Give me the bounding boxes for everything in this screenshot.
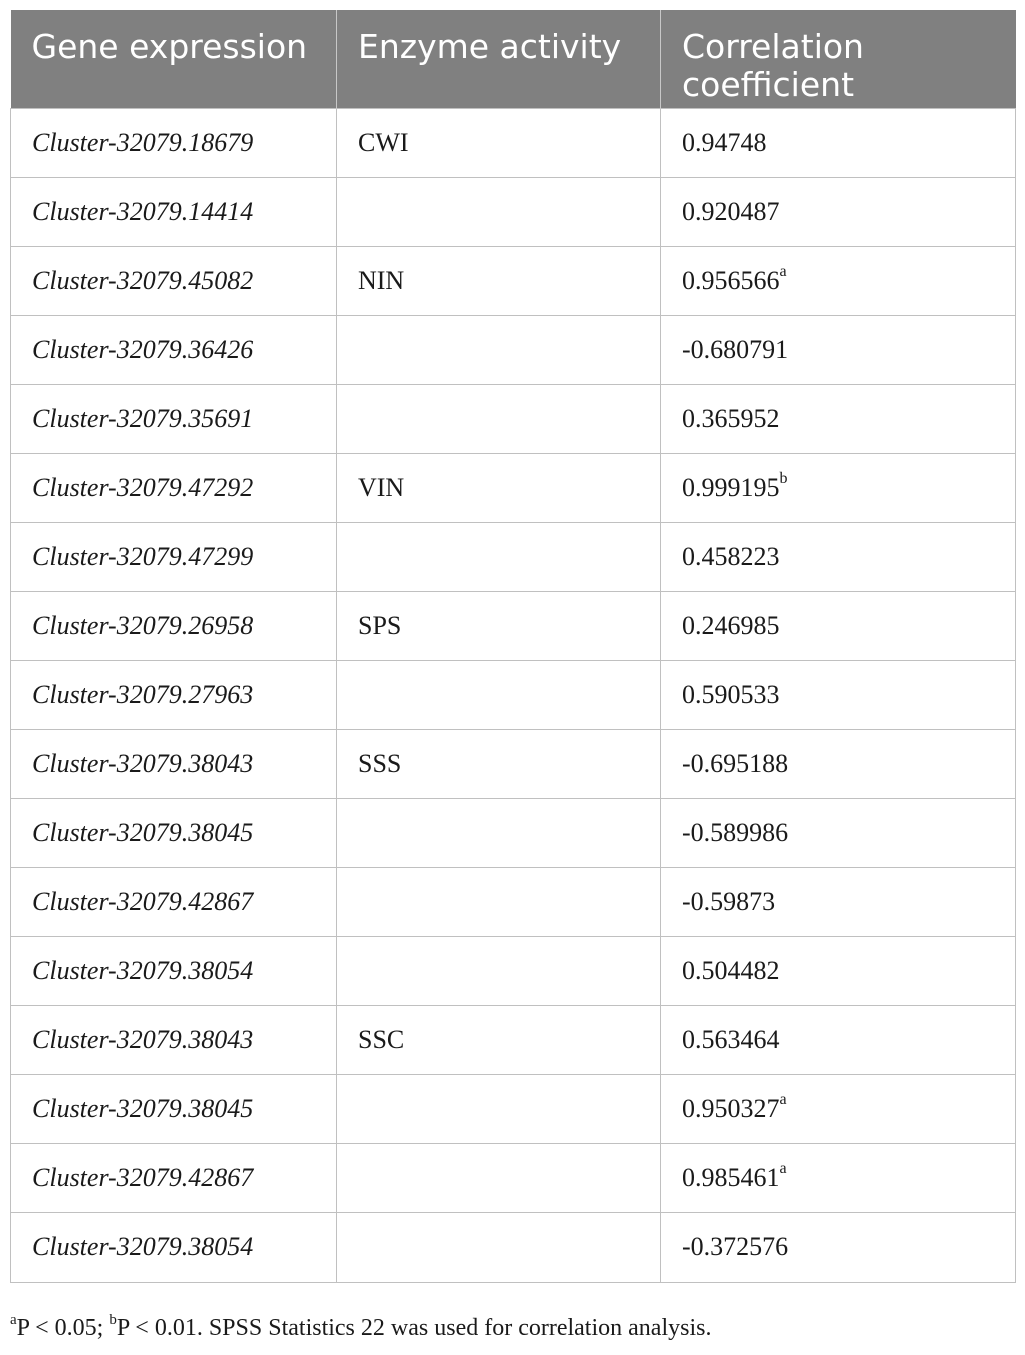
cell-enzyme: [337, 660, 661, 729]
correlation-table-container: [10, 10, 1015, 1283]
cell-correlation: [661, 384, 1016, 453]
table-row: [11, 315, 1016, 384]
cell-correlation: [661, 1143, 1016, 1212]
correlation-value: 0.563464: [682, 1024, 780, 1054]
table-row: [11, 1074, 1016, 1143]
cell-correlation: [661, 1212, 1016, 1282]
cell-gene: Cluster-32079.18679: [11, 108, 337, 177]
footnote-text-a: P < 0.05;: [16, 1315, 110, 1341]
cell-enzyme: NIN: [337, 246, 661, 315]
cell-correlation: [661, 453, 1016, 522]
cell-correlation: [661, 177, 1016, 246]
table-row: [11, 591, 1016, 660]
cell-gene: Cluster-32079.45082: [11, 246, 337, 315]
significance-marker: a: [779, 262, 787, 280]
cell-gene: Cluster-32079.42867: [11, 867, 337, 936]
cell-gene: Cluster-32079.27963: [11, 660, 337, 729]
cell-gene: Cluster-32079.38043: [11, 1005, 337, 1074]
table-row: [11, 1143, 1016, 1212]
cell-gene: Cluster-32079.42867: [11, 1143, 337, 1212]
significance-marker: b: [779, 469, 788, 487]
cell-enzyme: [337, 315, 661, 384]
correlation-value: 0.458223: [682, 541, 780, 571]
header-correlation-coefficient: Correlation coefficient: [661, 10, 1016, 108]
correlation-value: 0.246985: [682, 610, 780, 640]
cell-correlation: [661, 867, 1016, 936]
table-row: [11, 729, 1016, 798]
cell-enzyme: [337, 936, 661, 1005]
header-enzyme-activity: Enzyme activity: [337, 10, 661, 108]
cell-enzyme: [337, 1143, 661, 1212]
correlation-value: 0.590533: [682, 679, 780, 709]
cell-gene: Cluster-32079.38043: [11, 729, 337, 798]
cell-enzyme: CWI: [337, 108, 661, 177]
significance-marker: a: [779, 1090, 787, 1108]
cell-enzyme: [337, 798, 661, 867]
table-row: [11, 867, 1016, 936]
cell-gene: Cluster-32079.38054: [11, 936, 337, 1005]
cell-enzyme: SPS: [337, 591, 661, 660]
cell-enzyme: SSC: [337, 1005, 661, 1074]
cell-gene: Cluster-32079.36426: [11, 315, 337, 384]
table-row: [11, 177, 1016, 246]
cell-gene: Cluster-32079.35691: [11, 384, 337, 453]
correlation-value: 0.504482: [682, 955, 780, 985]
table-row: [11, 453, 1016, 522]
table-body: [11, 108, 1016, 1282]
cell-enzyme: [337, 1212, 661, 1282]
cell-gene: Cluster-32079.47299: [11, 522, 337, 591]
cell-gene: Cluster-32079.38045: [11, 1074, 337, 1143]
correlation-value: -0.372576: [682, 1232, 789, 1261]
cell-correlation: [661, 936, 1016, 1005]
header-gene-expression: Gene expression: [11, 10, 337, 108]
table-row: [11, 1212, 1016, 1282]
cell-correlation: [661, 1005, 1016, 1074]
cell-correlation: [661, 798, 1016, 867]
cell-correlation: [661, 108, 1016, 177]
table-row: [11, 384, 1016, 453]
cell-correlation: [661, 1074, 1016, 1143]
table-row: [11, 936, 1016, 1005]
cell-gene: Cluster-32079.26958: [11, 591, 337, 660]
cell-enzyme: VIN: [337, 453, 661, 522]
cell-correlation: [661, 246, 1016, 315]
cell-correlation: [661, 591, 1016, 660]
correlation-value: 0.920487: [682, 196, 780, 226]
cell-correlation: [661, 315, 1016, 384]
correlation-value: 0.365952: [682, 403, 780, 433]
correlation-value: -0.59873: [682, 886, 776, 916]
table-row: [11, 1005, 1016, 1074]
table-row: [11, 660, 1016, 729]
cell-enzyme: [337, 384, 661, 453]
cell-correlation: [661, 660, 1016, 729]
table-row: [11, 108, 1016, 177]
significance-marker: a: [779, 1159, 787, 1177]
table-row: [11, 798, 1016, 867]
cell-enzyme: [337, 867, 661, 936]
table-row: [11, 522, 1016, 591]
cell-gene: Cluster-32079.14414: [11, 177, 337, 246]
cell-enzyme: SSS: [337, 729, 661, 798]
correlation-value: 0.985461: [682, 1162, 780, 1192]
table-footnote: [10, 1312, 712, 1342]
cell-gene: Cluster-32079.47292: [11, 453, 337, 522]
cell-correlation: [661, 729, 1016, 798]
correlation-value: -0.680791: [682, 334, 789, 364]
footnote-sup-a: a: [10, 1312, 17, 1328]
header-row: [11, 10, 1016, 108]
correlation-table: [10, 10, 1016, 1283]
table-header: [11, 10, 1016, 108]
table-row: [11, 246, 1016, 315]
cell-enzyme: [337, 522, 661, 591]
correlation-value: 0.956566: [682, 265, 780, 295]
correlation-value: 0.94748: [682, 127, 767, 157]
correlation-value: -0.589986: [682, 817, 789, 847]
cell-enzyme: [337, 177, 661, 246]
footnote-text-b: P < 0.01. SPSS Statistics 22 was used for correlation analysis.: [116, 1315, 712, 1341]
footnote-sup-b: b: [109, 1312, 117, 1328]
cell-gene: Cluster-32079.38045: [11, 798, 337, 867]
cell-correlation: [661, 522, 1016, 591]
correlation-value: -0.695188: [682, 748, 789, 778]
cell-enzyme: [337, 1074, 661, 1143]
correlation-value: 0.999195: [682, 472, 780, 502]
cell-gene: Cluster-32079.38054: [11, 1212, 337, 1282]
correlation-value: 0.950327: [682, 1093, 780, 1123]
